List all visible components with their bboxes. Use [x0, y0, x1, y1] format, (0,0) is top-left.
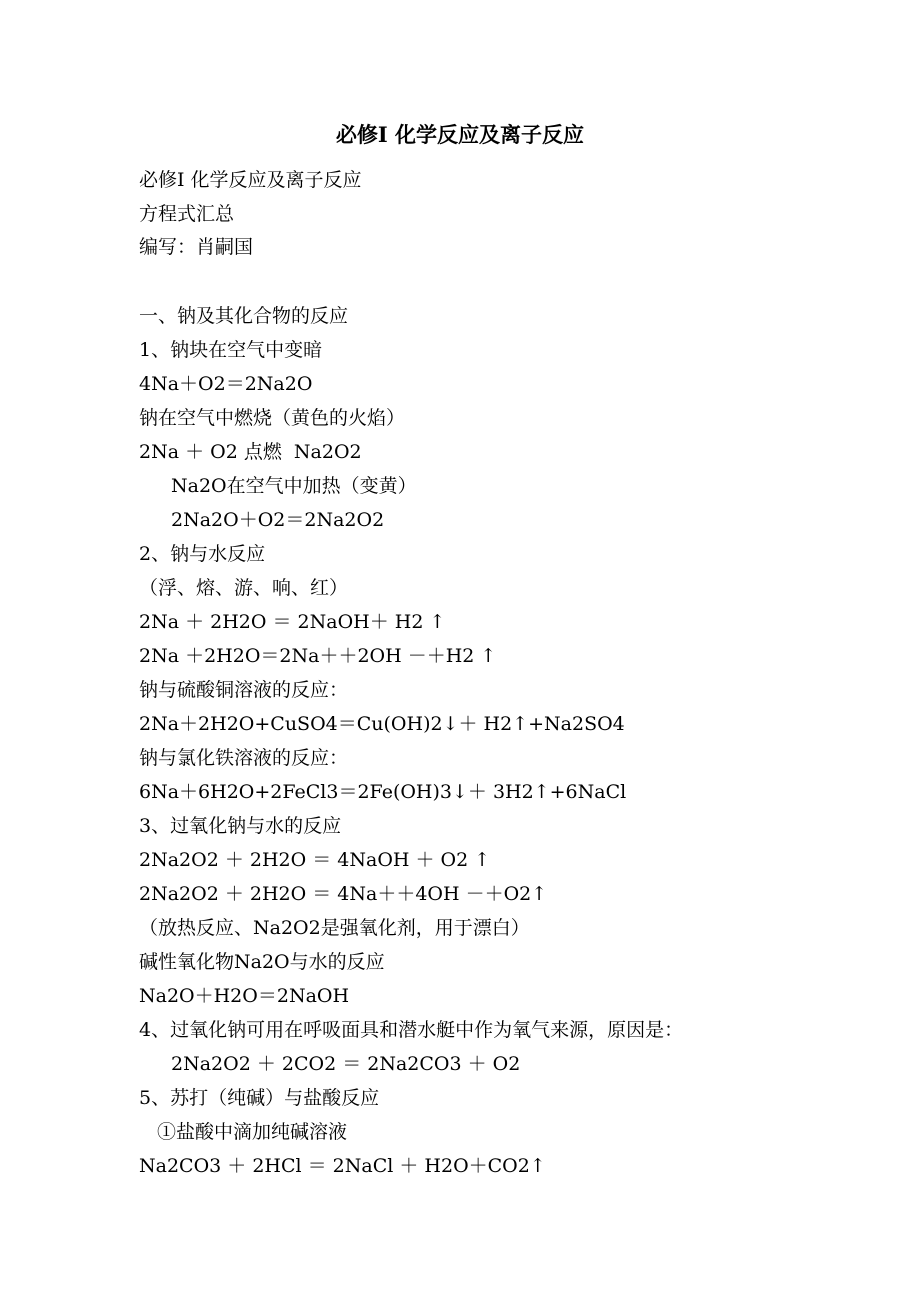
- equation-line: 2Na2O2 ＋ 2CO2 ＝ 2Na2CO3 ＋ O2: [171, 1053, 521, 1075]
- text-line: 钠与氯化铁溶液的反应：: [139, 747, 349, 769]
- text-line: （浮、熔、游、响、红）: [139, 577, 349, 599]
- subsection-heading: 3、过氧化钠与水的反应: [139, 815, 342, 837]
- subsection-heading: 2、钠与水反应: [139, 543, 266, 565]
- text-line: 钠与硫酸铜溶液的反应：: [139, 679, 349, 701]
- header-line-summary: 方程式汇总: [139, 203, 235, 225]
- subsection-heading: 5、苏打（纯碱）与盐酸反应: [139, 1087, 380, 1109]
- equation-line: 4Na＋O2＝2Na2O: [139, 373, 313, 395]
- equation-line: 2Na＋2H2O+CuSO4＝Cu(OH)2↓＋ H2↑+Na2SO4: [139, 713, 625, 735]
- subsection-heading: 4、过氧化钠可用在呼吸面具和潜水艇中作为氧气来源，原因是：: [139, 1019, 684, 1041]
- document-title: 必修Ⅰ 化学反应及离子反应: [335, 122, 585, 147]
- note-line: （放热反应、Na2O2是强氧化剂，用于漂白）: [139, 917, 530, 939]
- text-line: Na2O在空气中加热（变黄）: [171, 475, 417, 497]
- equation-line: Na2O＋H2O＝2NaOH: [139, 985, 350, 1007]
- equation-line: 2Na ＋ 2H2O ＝ 2NaOH＋ H2 ↑: [139, 611, 446, 633]
- ionic-equation-line: 2Na2O2 ＋ 2H2O ＝ 4Na＋＋4OH －＋O2↑: [139, 883, 548, 905]
- equation-line: 6Na＋6H2O+2FeCl3＝2Fe(OH)3↓＋ 3H2↑+6NaCl: [139, 781, 627, 803]
- header-line-author: 编写：肖嗣国: [139, 236, 254, 258]
- text-line: 钠在空气中燃烧（黄色的火焰）: [139, 407, 406, 429]
- equation-line: 2Na2O＋O2＝2Na2O2: [171, 509, 385, 531]
- ionic-equation-line: 2Na ＋2H2O＝2Na＋＋2OH －＋H2 ↑: [139, 645, 497, 667]
- equation-line: 2Na ＋ O2 点燃 Na2O2: [139, 441, 362, 463]
- text-line: 碱性氧化物Na2O与水的反应: [139, 951, 385, 973]
- section-heading: 一、钠及其化合物的反应: [139, 305, 349, 327]
- subsection-heading: 1、钠块在空气中变暗: [139, 339, 323, 361]
- header-line-course: 必修Ⅰ 化学反应及离子反应: [139, 169, 362, 191]
- text-line: ①盐酸中滴加纯碱溶液: [157, 1121, 348, 1143]
- equation-line: Na2CO3 ＋ 2HCl ＝ 2NaCl ＋ H2O＋CO2↑: [139, 1155, 546, 1177]
- equation-line: 2Na2O2 ＋ 2H2O ＝ 4NaOH ＋ O2 ↑: [139, 849, 491, 871]
